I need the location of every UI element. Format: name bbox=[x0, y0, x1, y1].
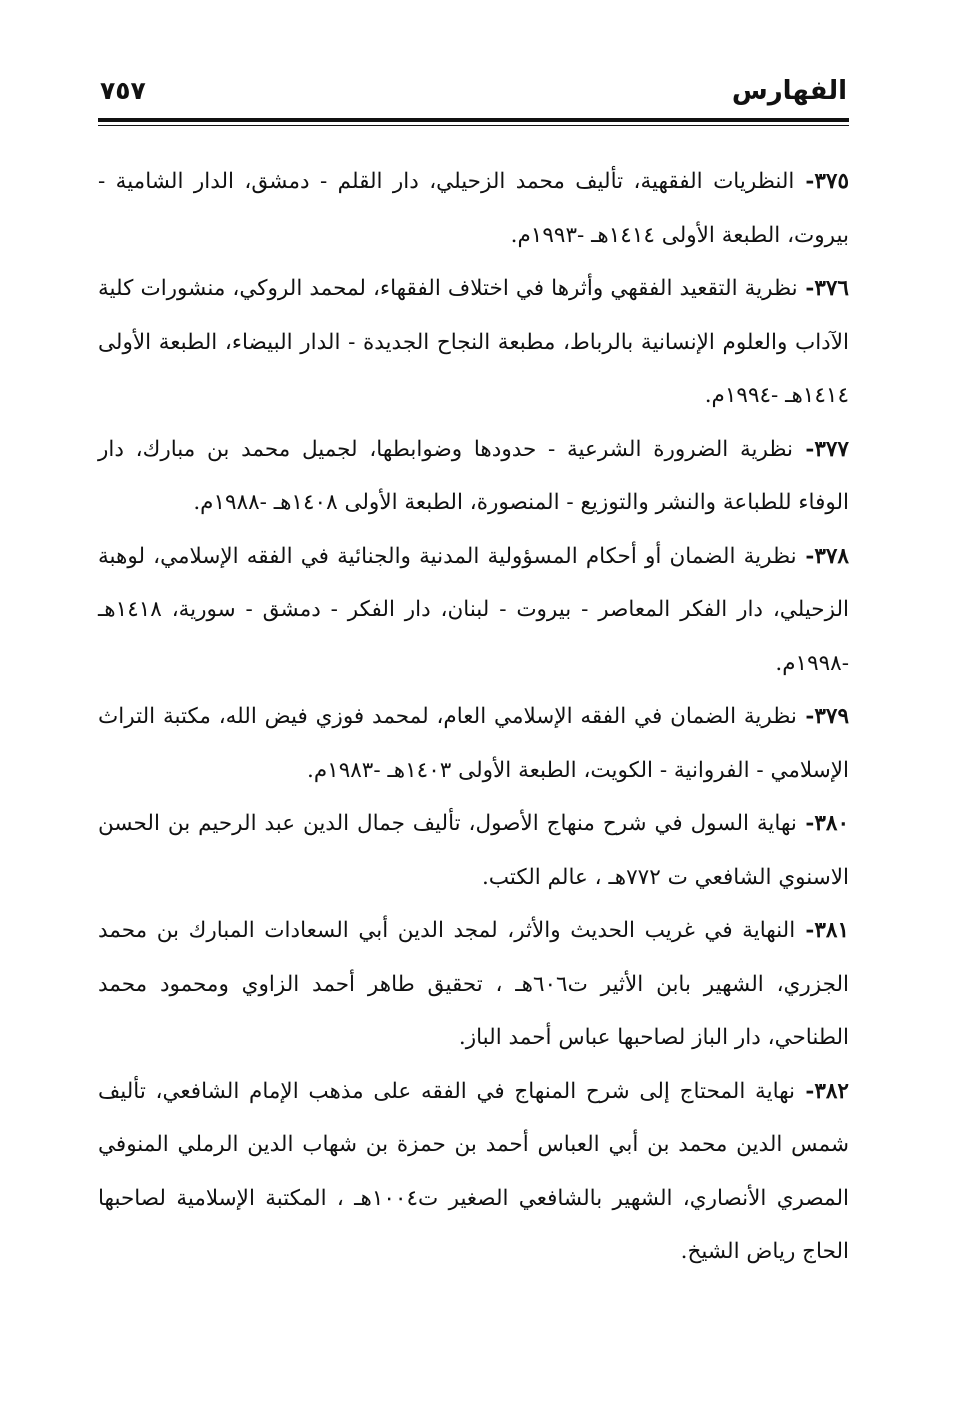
page-header bbox=[98, 70, 849, 118]
header-rule-thin bbox=[98, 125, 849, 126]
bibliography-entry bbox=[98, 262, 849, 423]
header-rule-thick bbox=[98, 118, 849, 122]
entry-text: النهاية في غريب الحديث والأثر، لمجد الدين أبي السعادات المبارك بن محمد الجزري، الشهير بابن الأثير ت٦٠٦هـ ، تحقيق طاهر أحمد الزاوي ومحمود محمد الطناحي، دار الباز لصاحبها عباس أحمد الباز. bbox=[98, 918, 849, 1050]
entry-number: ٣٨٢- bbox=[795, 1078, 849, 1104]
entry-number: ٣٧٧- bbox=[793, 436, 849, 462]
bibliography-entry bbox=[98, 530, 849, 691]
entry-text: نظرية التقعيد الفقهي وأثرها في اختلاف الفقهاء، لمحمد الروكي، منشورات كلية الآداب والعلوم الإنسانية بالرباط، مطبعة النجاح الجديدة - الدار البيضاء، الطبعة الأولى ١٤١٤هـ -١٩٩٤م. bbox=[98, 276, 849, 408]
bibliography-entry bbox=[98, 155, 849, 262]
entry-text: نهاية السول في شرح منهاج الأصول، تأليف جمال الدين عبد الرحيم بن الحسن الاسنوي الشافعي ت ٧٧٢هـ ، عالم الكتب. bbox=[98, 811, 849, 890]
entry-text: نظرية الضرورة الشرعية - حدودها وضوابطها، لجميل محمد بن مبارك، دار الوفاء للطباعة والنشر والتوزيع - المنصورة، الطبعة الأولى ١٤٠٨هـ -١٩٨٨م. bbox=[98, 436, 849, 515]
bibliography-entry bbox=[98, 904, 849, 1065]
entry-number: ٣٨١- bbox=[795, 918, 849, 943]
entry-text: نظرية الضمان في الفقه الإسلامي العام، لمحمد فوزي فيض الله، مكتبة التراث الإسلامي - الفروانية - الكويت، الطبعة الأولى ١٤٠٣هـ -١٩٨٣م. bbox=[98, 704, 849, 783]
running-title: الفهارس bbox=[731, 76, 847, 106]
entry-number: ٣٧٥- bbox=[794, 169, 849, 194]
entry-text: نهاية المحتاج إلى شرح المنهاج في الفقه على مذهب الإمام الشافعي، تأليف شمس الدين محمد بن أبي العباس أحمد بن حمزة بن شهاب الدين الرملي المنوفي المصري الأنصاري، الشهير بالشافعي الصغير ت١٠٠٤هـ ، المكتبة الإسلامية لصاحبها الحاج رياض الشيخ. bbox=[98, 1078, 849, 1264]
bibliography-entry bbox=[98, 423, 849, 530]
entry-text: نظرية الضمان أو أحكام المسؤولية المدنية والجنائية في الفقه الإسلامي، لوهبة الزحيلي، دار الفكر المعاصر - بيروت - لبنان، دار الفكر - دمشق - سورية، ١٤١٨هـ -١٩٩٨م. bbox=[98, 543, 849, 676]
entry-number: ٣٧٦- bbox=[797, 276, 849, 301]
entry-text: النظريات الفقهية، تأليف محمد الزحيلي، دار القلم - دمشق، الدار الشامية - بيروت، الطبعة الأولى ١٤١٤هـ -١٩٩٣م. bbox=[98, 169, 849, 248]
entry-number: ٣٨٠- bbox=[796, 811, 849, 836]
entry-number: ٣٧٨- bbox=[796, 543, 849, 569]
page-number: ٧٥٧ bbox=[100, 76, 146, 105]
bibliography-entry bbox=[98, 797, 849, 904]
bibliography-entry bbox=[98, 1065, 849, 1279]
bibliography-entry bbox=[98, 690, 849, 797]
entry-number: ٣٧٩- bbox=[796, 704, 849, 729]
bibliography-list bbox=[98, 155, 849, 1279]
